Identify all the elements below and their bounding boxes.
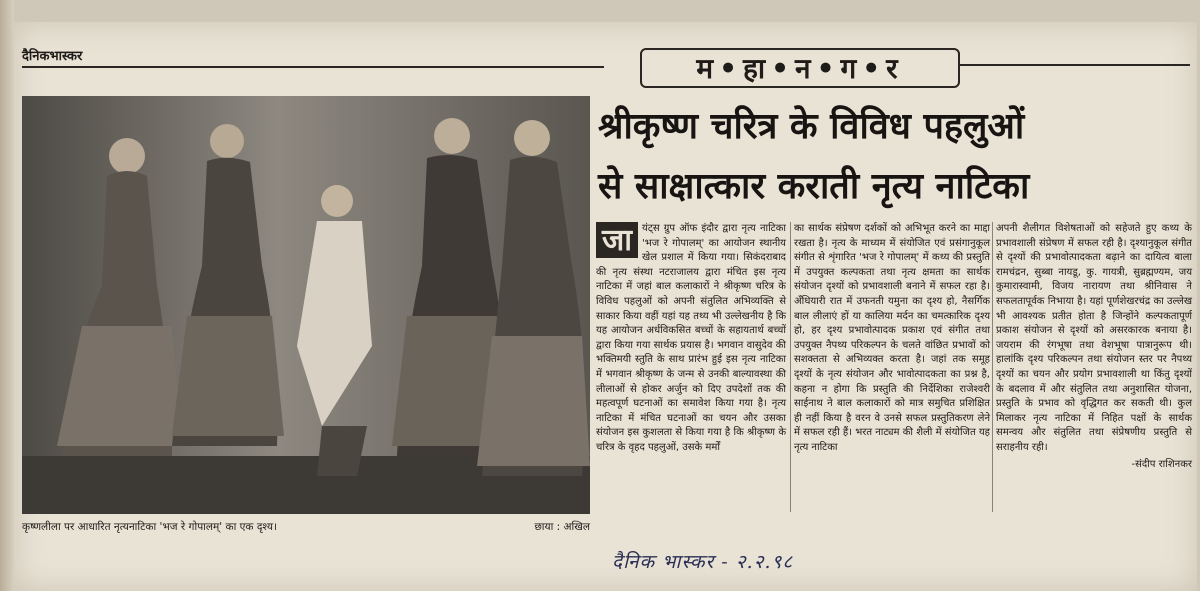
article-text: अपनी शैलीगत विशेषताओं को सहेजते हुए कथ्य के प्रभावशाली संप्रेषण में सफल रही है। दृश्यानुकूल संगीत से दृश्यों की प्रभावोत्पादकता बढ़ाने का दायित्व बाला रामचंद्रन, सुब्बा नायडू, कु. गायत्री, सुब्रह्मण्यम, जय कुमारास्वामी, विजय नारायण तथा श्रीनिवास ने सफलतापूर्वक निभाया है। यहां पूर्णशेखरचंद्र का उल्लेख भी आवश्यक प्रतीत होता है जिन्होंने कल्पकतापूर्ण प्रकाश संयोजन से दृश्यों को असरकारक बनाया है। जयराम की रंगभूषा तथा वेशभूषा पात्रानुरूप थी। हालांकि दृश्य परिकल्पन तथा संयोजन स्तर पर नैपथ्य दृश्यों का चयन और प्रयोग प्रभावशाली था किंतु दृश्यों के बदलाव में और संतुलित तथा अनुशासित योजना, प्रस्तुति के प्रभाव को वृद्धिगत कर सकती थी। कुल मिलाकर नृत्य नाटिका में निहित पक्षों के सार्थक समन्वय और संतुलित तथा संप्रेषणीय प्रस्तुति से सराहनीय रही। xyxy=(996,223,1192,453)
photo-credit: छाया : अखिल xyxy=(534,521,590,533)
dropcap: जा xyxy=(596,222,638,258)
photo-caption: कृष्णलीला पर आधारित नृत्यनाटिका 'भज रे गोपालम्' का एक दृश्य। xyxy=(22,521,277,533)
headline xyxy=(598,96,1193,216)
headline-line-2: से साक्षात्कार कराती नृत्य नाटिका xyxy=(598,165,1030,207)
byline: -संदीप राशिनकर xyxy=(1131,458,1192,470)
section-rule xyxy=(960,64,1190,66)
section-label: म•हा•न•ग•र xyxy=(640,48,960,88)
article-column-3 xyxy=(996,222,1192,472)
column-divider xyxy=(790,222,791,512)
handwritten-date-note: दैनिक भास्कर - २.२.९८ xyxy=(612,551,794,573)
dance-photo xyxy=(22,96,590,514)
masthead-rule xyxy=(22,66,604,68)
article-column-2 xyxy=(794,222,990,456)
article-text: का सार्थक संप्रेषण दर्शकों को अभिभूत करने का माद्दा रखता है। नृत्य के माध्यम में संयोजित एवं प्रसंगानुकूल संगीत से शृंगारित 'भज रे गोपालम्' में कथ्य की प्रस्तुति में उपयुक्त कल्पकता तथा नृत्य क्षमता का सार्थक संयोजन दृश्यों को प्रभावशाली बनाने में सफल रहा है। अँधियारी रात में उफनती यमुना का दृश्य हो, नैसर्गिक बाल लीलाएं हों या कालिया मर्दन का चमत्कारिक दृश्य हो, हर दृश्य प्रभावोत्पादक प्रकाश एवं संगीत तथा उपयुक्त नैपथ्य परिकल्पन के चलते वांछित प्रभावों को सशक्तता से अभिव्यक्त करता है। जहां तक समूह दृश्यों के नृत्य संयोजन और भावोत्पादकता का प्रश्न है, कहना न होगा कि प्रस्तुति की निर्देशिका राजेश्वरी साईनाथ ने बाल कलाकारों को मात्र समुचित प्रशिक्षित ही नहीं किया है वरन वे उनसे सफल प्रस्तुतिकरण लेने में सफल रही हैं। भरत नाट्यम की शैली में संयोजित यह नृत्य नाटिका xyxy=(794,223,990,453)
headline-line-1: श्रीकृष्ण चरित्र के विविध पहलुओं xyxy=(598,105,1025,147)
article-column-1 xyxy=(596,222,786,456)
photo-caption-row xyxy=(22,520,590,534)
article-text: यंट्स ग्रुप ऑफ इंदौर द्वारा नृत्य नाटिका 'भज रे गोपालम्' का आयोजन स्थानीय खेल प्रशाल में किया गया। सिकंदराबाद की नृत्य संस्था नटराजालय द्वारा मंचित इस नृत्य नाटिका में जहां बाल कलाकारों ने श्रीकृष्ण चरित्र के विविध पहलुओं को अपनी संतुलित अभिव्यक्ति से साकार किया वहीं यहां यह तथ्य भी उल्लेखनीय है कि यह आयोजन अर्धविकसित बच्चों के सहायतार्थ बच्चों द्वारा किया गया सार्थक प्रयास है। भगवान वासुदेव की भक्तिमयी स्तुति के साथ प्रारंभ हुई इस नृत्य नाटिका में भगवान श्रीकृष्ण के जन्म से उनकी बाल्यावस्था की लीलाओं से होकर अर्जुन को दिए उपदेशों तक की महत्वपूर्ण घटनाओं का समावेश किया गया है। नृत्य नाटिका में मंचित घटनाओं का चयन और उसका संयोजन इस कुशलता से किया गया है कि श्रीकृष्ण के चरित्र के वृहद पहलुओं, उसके मर्मों xyxy=(596,223,786,453)
page-fold xyxy=(0,0,14,591)
masthead: दैनिकभास्कर xyxy=(22,49,83,64)
dancers-illustration xyxy=(22,96,590,514)
column-divider xyxy=(992,222,993,512)
